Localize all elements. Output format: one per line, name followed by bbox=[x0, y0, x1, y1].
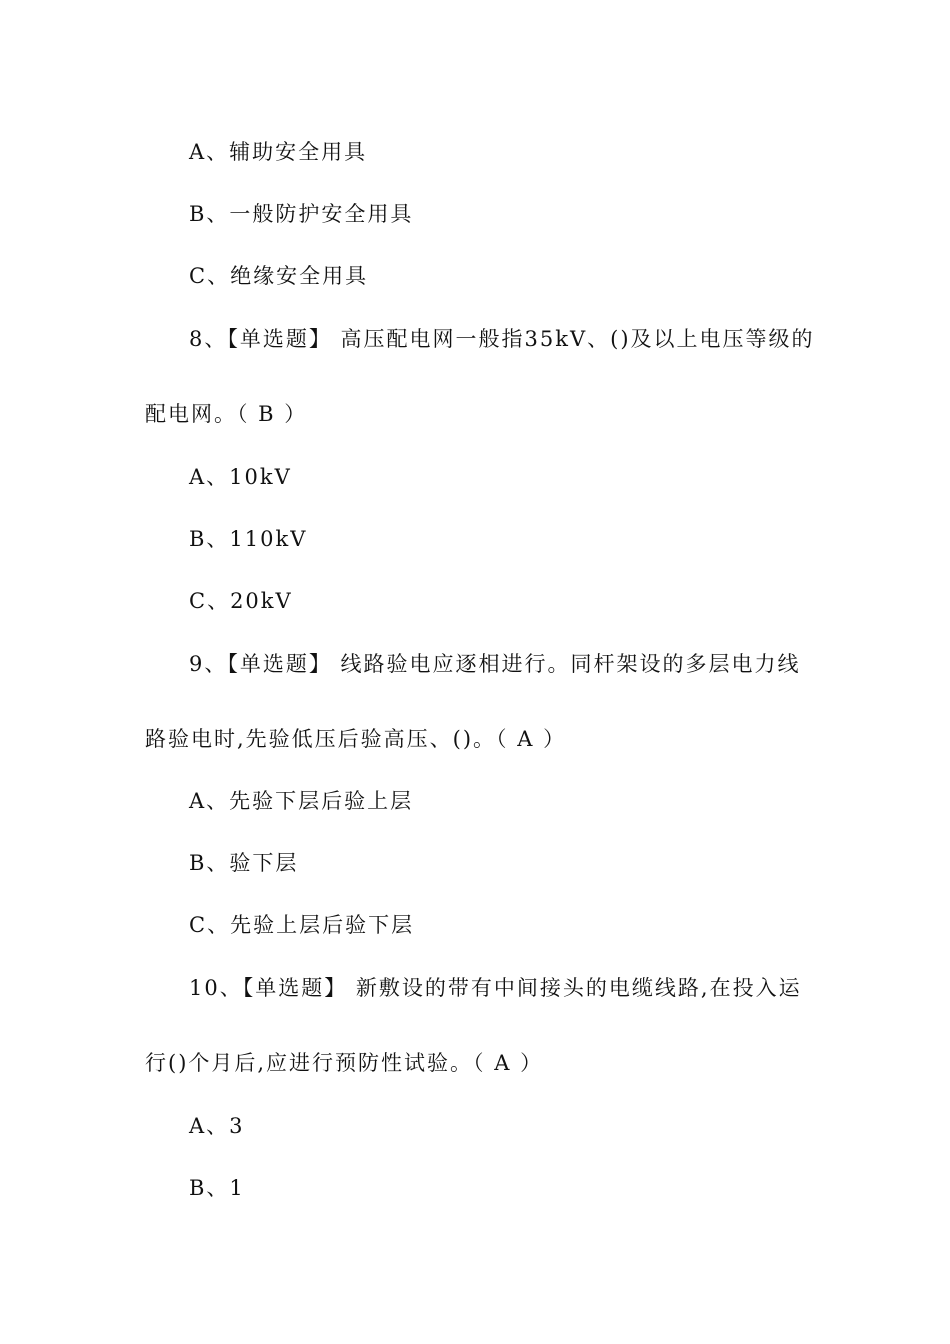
q9-option-b: B、验下层 bbox=[189, 851, 299, 875]
q8-option-a: A、10kV bbox=[189, 465, 292, 489]
q7-option-c: C、绝缘安全用具 bbox=[189, 264, 369, 288]
q8-option-b: B、110kV bbox=[189, 527, 308, 551]
q9-option-c: C、先验上层后验下层 bbox=[189, 913, 415, 937]
q8-stem-line2: 配电网。（ B ） bbox=[145, 402, 308, 426]
q10-option-a: A、3 bbox=[189, 1114, 245, 1138]
q10-stem-line2: 行()个月后,应进行预防性试验。（ A ） bbox=[145, 1051, 544, 1075]
q9-stem-line2: 路验电时,先验低压后验高压、()。（ A ） bbox=[145, 727, 567, 751]
q8-stem-line1: 8、【单选题】 高压配电网一般指35kV、()及以上电压等级的 bbox=[189, 327, 815, 351]
q7-option-a: A、辅助安全用具 bbox=[189, 140, 368, 164]
q9-stem-line1: 9、【单选题】 线路验电应逐相进行。同杆架设的多层电力线 bbox=[189, 652, 801, 676]
q10-option-b: B、1 bbox=[189, 1176, 245, 1200]
q10-stem-line1: 10、【单选题】 新敷设的带有中间接头的电缆线路,在投入运 bbox=[189, 976, 802, 1000]
q7-option-b: B、一般防护安全用具 bbox=[189, 202, 414, 226]
q9-option-a: A、先验下层后验上层 bbox=[189, 789, 414, 813]
q8-option-c: C、20kV bbox=[189, 589, 293, 613]
